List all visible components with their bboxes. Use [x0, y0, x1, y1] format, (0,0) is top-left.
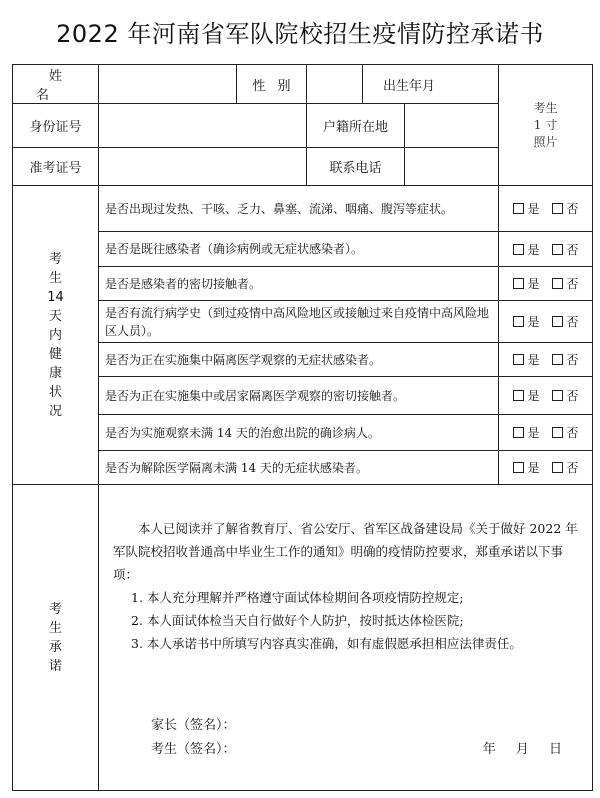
- health-question: 是否为正在实施集中隔离医学观察的无症状感染者。: [99, 343, 499, 377]
- yes-no-choice: 是 否: [499, 415, 593, 451]
- phone-label: 联系电话: [307, 148, 405, 186]
- photo-box: [499, 65, 593, 186]
- name-field[interactable]: [99, 65, 237, 104]
- no-checkbox[interactable]: [552, 427, 563, 438]
- exam-label: 准考证号: [13, 148, 99, 186]
- no-checkbox[interactable]: [552, 390, 563, 401]
- health-question: 是否是感染者的密切接触者。: [99, 267, 499, 301]
- yes-no-choice: 是 否: [499, 186, 593, 232]
- promise-item: 2. 本人面试体检当天自行做好个人防护，按时抵达体检医院;: [131, 613, 464, 628]
- yes-checkbox[interactable]: [513, 244, 524, 255]
- no-checkbox[interactable]: [552, 462, 563, 473]
- yes-no-choice: 是 否: [499, 267, 593, 301]
- no-checkbox[interactable]: [552, 244, 563, 255]
- yes-checkbox[interactable]: [513, 390, 524, 401]
- promise-item: 1. 本人充分理解并严格遵守面试体检期间各项疫情防控规定;: [131, 590, 464, 605]
- no-checkbox[interactable]: [552, 354, 563, 365]
- no-checkbox[interactable]: [552, 278, 563, 289]
- yes-no-choice: 是 否: [499, 451, 593, 485]
- yes-checkbox[interactable]: [513, 462, 524, 473]
- photo-line: 1 寸: [533, 117, 558, 132]
- phone-field[interactable]: [405, 148, 499, 186]
- gender-field[interactable]: [307, 65, 363, 104]
- no-checkbox[interactable]: [552, 203, 563, 214]
- no-checkbox[interactable]: [552, 316, 563, 327]
- health-question: 是否有流行病学史（到过疫情中高风险地区或接触过来自疫情中高风险地区人员）。: [99, 301, 499, 343]
- yes-no-choice: 是 否: [499, 232, 593, 267]
- id-field[interactable]: [99, 104, 307, 148]
- yes-checkbox[interactable]: [513, 203, 524, 214]
- promise-section-label: 考 生 承 诺: [13, 485, 99, 791]
- promise-intro: 本人已阅读并了解省教育厅、省公安厅、省军区战备建设局《关于做好 2022 年军队院校招收普通高中毕业生工作的通知》明确的疫情防控要求，郑重承诺以下事项：: [113, 521, 578, 582]
- health-question: 是否为解除医学隔离未满 14 天的无症状感染者。: [99, 451, 499, 485]
- photo-line: 考生: [533, 100, 558, 115]
- yes-checkbox[interactable]: [513, 316, 524, 327]
- health-question: 是否为实施观察未满 14 天的治愈出院的确诊病人。: [99, 415, 499, 451]
- health-question: 是否出现过发热、干咳、乏力、鼻塞、流涕、咽痛、腹泻等症状。: [99, 186, 499, 232]
- page-title: 2022 年河南省军队院校招生疫情防控承诺书: [56, 20, 544, 48]
- birth-label: 出生年月: [363, 65, 499, 104]
- hukou-label: 户籍所在地: [307, 104, 405, 148]
- parent-signature-label: 家长（签名）：: [151, 718, 236, 733]
- date-label: 年 月 日: [482, 742, 563, 757]
- commitment-form-table: [12, 64, 593, 791]
- hukou-field[interactable]: [405, 104, 499, 148]
- promise-item: 3. 本人承诺书中所填写内容真实准确，如有虚假愿承担相应法律责任。: [131, 636, 522, 651]
- photo-line: 照片: [533, 134, 558, 149]
- student-signature-label: 考生（签名）：: [151, 742, 236, 757]
- id-label: 身份证号: [13, 104, 99, 148]
- name-label: 姓名: [13, 65, 99, 104]
- promise-content: [99, 485, 593, 791]
- yes-checkbox[interactable]: [513, 427, 524, 438]
- gender-label: 性别: [237, 65, 307, 104]
- yes-checkbox[interactable]: [513, 354, 524, 365]
- health-question: 是否为正在实施集中或居家隔离医学观察的密切接触者。: [99, 377, 499, 415]
- yes-no-choice: 是 否: [499, 343, 593, 377]
- promise-text: [113, 517, 582, 655]
- health-section-label: 考 生 14 天 内 健 康 状 况: [13, 186, 99, 485]
- yes-checkbox[interactable]: [513, 278, 524, 289]
- exam-field[interactable]: [99, 148, 307, 186]
- yes-no-choice: 是 否: [499, 377, 593, 415]
- yes-no-choice: 是 否: [499, 301, 593, 343]
- health-question: 是否是既往感染者（确诊病例或无症状感染者）。: [99, 232, 499, 267]
